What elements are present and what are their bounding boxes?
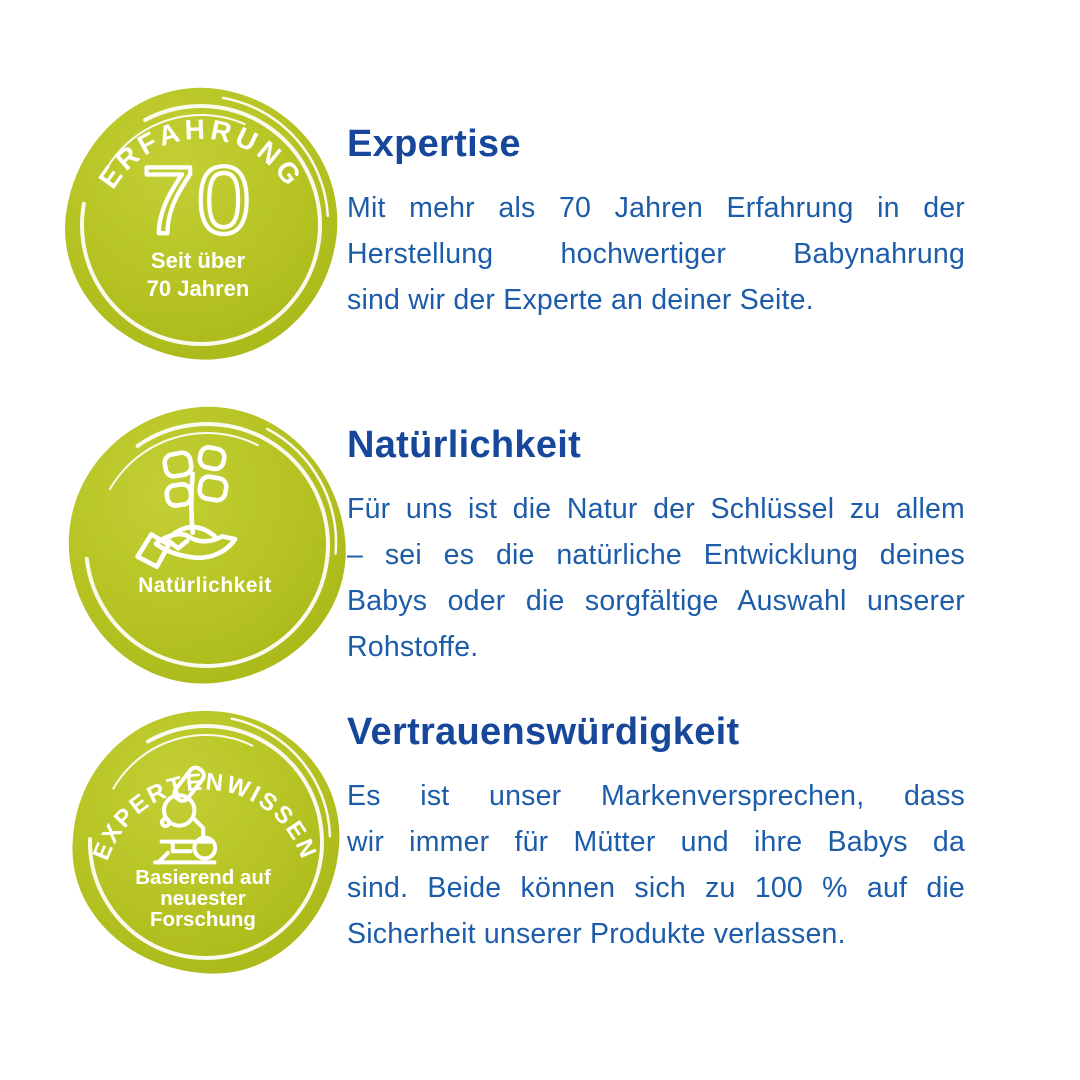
badge-label: Natürlichkeit [138,574,272,597]
section-natuerlichkeit [347,421,965,670]
body-line: Mit mehr als 70 Jahren Erfahrung in der [347,192,965,224]
hand-sprout-icon [138,446,236,567]
badge-expertenwissen [70,708,342,976]
body-line: – sei es die natürliche Entwicklung deines [347,539,965,571]
badge-caption-line: Forschung [150,908,256,931]
body-line: sind. Beide können sich zu 100 % auf die [347,872,965,904]
body-line: wir immer für Mütter und ihre Babys da [347,826,965,858]
badge-caption-line: neuester [160,887,246,910]
body-line: Rohstoffe. [347,631,479,663]
badge-big-number: 70 [141,147,253,254]
body-line: Sicherheit unserer Produkte verlassen. [347,918,846,950]
section-heading: Expertise [347,123,521,165]
badge-caption-line: Basierend auf [135,866,271,889]
body-line: Für uns ist die Natur der Schlüssel zu allem [347,493,965,525]
section-body [347,185,965,323]
badge-erfahrung-70 [63,85,340,362]
body-line: Herstellung hochwertiger Babynahrung [347,238,965,270]
badge-caption-line: Seit über [150,248,246,273]
body-line: Babys oder die sorgfältige Auswahl unserer [347,585,965,617]
section-vertrauenswuerdigkeit [347,708,965,957]
badge-natuerlichkeit [66,404,348,686]
badge-caption-line: 70 Jahren [146,276,250,301]
section-expertise [347,120,965,323]
section-heading: Natürlichkeit [347,424,582,466]
badge-arc-text: EXPERTENWISSEN [87,768,323,864]
body-line: sind wir der Experte an deiner Seite. [347,284,814,316]
section-heading: Vertrauenswürdigkeit [347,711,740,753]
section-body [347,486,965,670]
badge-arc-text: ERFAHRUNG [92,113,310,194]
body-line: Es ist unser Markenversprechen, dass [347,780,965,812]
section-body [347,773,965,957]
